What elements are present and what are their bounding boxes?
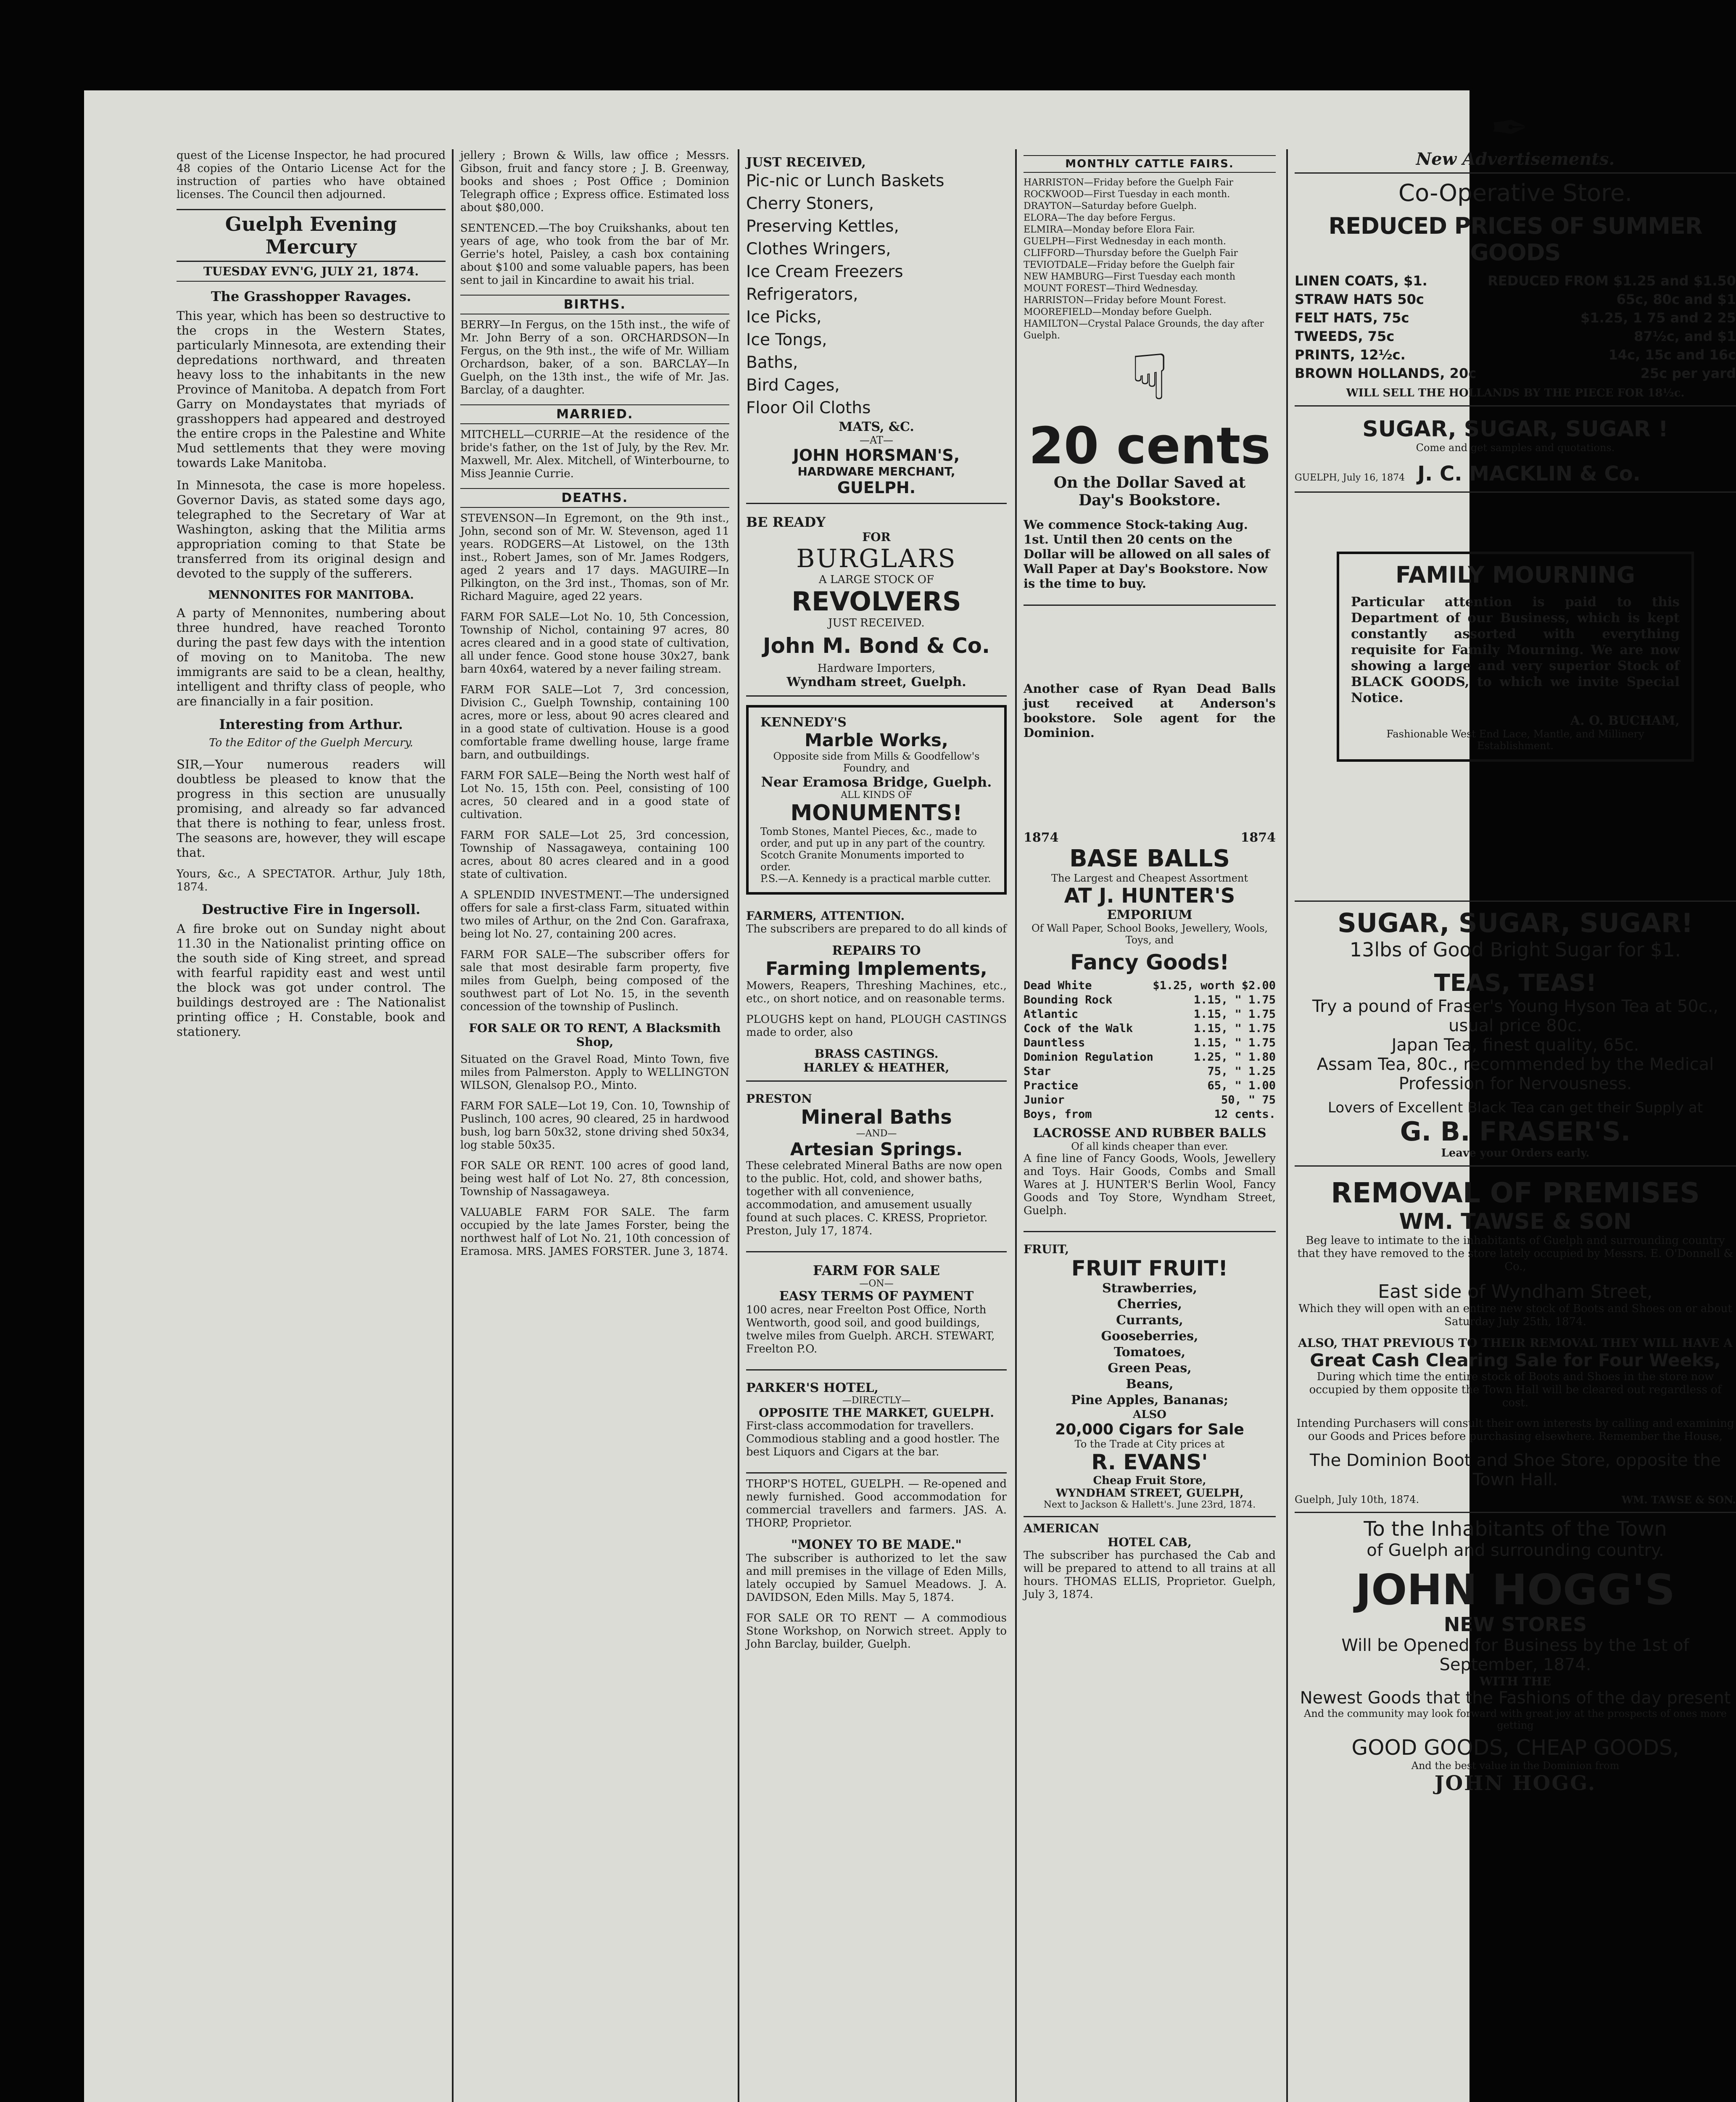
year-right: 1874 <box>1240 830 1276 845</box>
table-cell: Bounding Rock <box>1024 993 1113 1006</box>
table-row <box>1024 1036 1276 1050</box>
table-cell: PRINTS, 12½c. <box>1295 347 1406 363</box>
ad-line: Mowers, Reapers, Threshing Machines, etc., etc., on short notice, and on reasonable terms. <box>746 980 1007 1005</box>
table-cell: 65, " 1.00 <box>1207 1079 1276 1092</box>
farm-sale-ad <box>746 1257 1007 1371</box>
list-item: MOUNT FOREST—Third Wednesday. <box>1024 283 1198 294</box>
ad-line: FAMILY MOURNING <box>1395 562 1636 588</box>
table-row <box>1024 1079 1276 1093</box>
money-text: The subscriber is authorized to let the saw and mill premises in the village of Eden Mills, lately occupied by Samuel Meadows. J. A. DAVIDSON, Eden Mills. May 5, 1874. <box>746 1552 1007 1604</box>
list-item: Refrigerators, <box>746 285 858 304</box>
table-cell: Junior <box>1024 1093 1065 1106</box>
list-item: Bird Cages, <box>746 376 840 395</box>
ad-line: We commence Stock-taking Aug. 1st. Until then 20 cents on the Dollar will be allowed on all sales of Wall Paper at Day's Bookstore. Now is the time to buy. <box>1024 518 1270 591</box>
table-cell: Star <box>1024 1065 1051 1078</box>
ad-line: TEAS, TEAS! <box>1434 969 1597 997</box>
list-item: ELMIRA—Monday before Elora Fair. <box>1024 224 1195 235</box>
list-item: NEW HAMBURG—First Tuesday each month <box>1024 272 1235 282</box>
ad-line: FRUIT, <box>1024 1242 1069 1256</box>
ad-line: Wyndham street, Guelph. <box>786 675 966 689</box>
table-cell: Boys, from <box>1024 1108 1092 1121</box>
ad-line: FRUIT FRUIT! <box>1071 1256 1228 1281</box>
ad-line: —ON— <box>859 1278 894 1289</box>
deaths-heading: DEATHS. <box>460 488 729 508</box>
ad-line: MONUMENTS! <box>790 800 963 826</box>
baseball-ad <box>1024 824 1276 1232</box>
table-row <box>1295 272 1736 290</box>
list-item: Green Peas, <box>1108 1361 1192 1376</box>
ad-line: WYNDHAM STREET, GUELPH, <box>1055 1487 1244 1500</box>
ad-line: The Dominion Boot and Shoe Store, opposite the Town Hall. <box>1309 1451 1721 1489</box>
table-cell: 1.15, " 1.75 <box>1193 993 1276 1006</box>
table-cell: $1.25, worth $2.00 <box>1153 979 1276 992</box>
column-fairs-ads <box>1024 149 1276 2102</box>
table-row <box>1295 346 1736 364</box>
ad-line: WITH THE <box>1479 1674 1551 1688</box>
list-item: ROCKWOOD—First Tuesday in each month. <box>1024 189 1230 200</box>
ad-line: PARKER'S HOTEL, <box>746 1381 879 1395</box>
table-cell: $1.25, 1 75 and 2 25 <box>1580 310 1736 326</box>
table-cell: 1.15, " 1.75 <box>1193 1022 1276 1035</box>
table-cell: 1.15, " 1.75 <box>1193 1036 1276 1049</box>
ad-line: FARM FOR SALE <box>813 1262 940 1278</box>
ad-line: And the best value in the Dominion from <box>1411 1760 1620 1772</box>
masthead: Guelph Evening Mercury <box>177 209 446 262</box>
ad-line: G. B. FRASER'S. <box>1400 1116 1631 1147</box>
article-headline: Interesting from Arthur. <box>219 716 403 732</box>
list-item: MOOREFIELD—Monday before Guelph. <box>1024 307 1212 317</box>
ad-line: R. EVANS' <box>1091 1450 1208 1474</box>
list-item: Pine Apples, Bananas; <box>1071 1393 1229 1407</box>
table-cell: STRAW HATS 50c <box>1295 291 1424 307</box>
ad-line: PRESTON <box>746 1092 812 1106</box>
ad-line: Which they will open with an entire new stock of Boots and Shoes on or about Saturday July 25th, 1874. <box>1298 1302 1732 1328</box>
ad-line: 20 cents <box>1029 417 1271 475</box>
ad-line: of Guelph and surrounding country. <box>1367 1541 1664 1560</box>
table-cell: 12 cents. <box>1214 1108 1276 1121</box>
mourning-ad <box>1337 552 1694 762</box>
fruit-list <box>1024 1281 1276 1408</box>
cab-heading: AMERICAN <box>1024 1521 1100 1535</box>
list-item: TEVIOTDALE—Friday before the Guelph fair <box>1024 260 1235 270</box>
pen-mark-icon: ✒ <box>1490 101 1529 155</box>
ad-line: NEW STORES <box>1443 1613 1587 1636</box>
table-cell: Dauntless <box>1024 1036 1085 1049</box>
ad-line: On the Dollar Saved at <box>1053 474 1246 491</box>
ad-line: Hardware Importers, <box>817 662 936 675</box>
ad-line: Try a pound of Fraser's Young Hyson Tea at 50c., usual price 80c. <box>1312 997 1719 1035</box>
table-cell: Atlantic <box>1024 1008 1079 1021</box>
blacksmith-text: Situated on the Gravel Road, Minto Town, five miles from Palmerston. Apply to WELLINGTON WILSON, Glenalsop P.O., Minto. <box>460 1053 729 1092</box>
ad-line: A fine line of Fancy Goods, Wools, Jewellery and Toys. Hair Goods, Combs and Small Wares at J. HUNTER'S Berlin Wool, Fancy Goods and Toy Store, Wyndham Street, Guelph. <box>1024 1152 1276 1217</box>
thorp-ad: THORP'S HOTEL, GUELPH. — Re-opened and newly furnished. Good accommodation for commercial travellers and farmers. JAS. A. THORP, Proprietor. <box>746 1478 1007 1529</box>
ad-line: Day's Bookstore. <box>1079 491 1221 509</box>
hotel-ad <box>746 1375 1007 1474</box>
column-hardware-ads <box>746 149 1007 2102</box>
table-cell: Practice <box>1024 1079 1079 1092</box>
table-cell: REDUCED FROM $1.25 and $1.50 <box>1488 273 1736 289</box>
council-text: quest of the License Inspector, he had procured 48 copies of the Ontario License Act for the instruction of parties who have obtained licenses. The Council then adjourned. <box>177 149 446 201</box>
new-ads-heading: New Advertisements. <box>1295 149 1736 174</box>
ad-line: SUGAR, SUGAR, SUGAR ! <box>1362 417 1668 442</box>
revolver-ad <box>746 508 1007 697</box>
ad-line: Fashionable West End Lace, Mantle, and Millinery Establishment. <box>1386 728 1644 752</box>
repairs-ad <box>746 903 1007 1082</box>
farm-ad: FARM FOR SALE—Lot 7, 3rd concession, Division C., Guelph Township, containing 100 acres, more or less, about 90 acres cleared and in a good state of cultivation. House is a good comfortable frame dwelling house, large frame barn, and outbuildings. <box>460 684 729 761</box>
column-news <box>177 149 446 2102</box>
fairs-list <box>1024 177 1276 342</box>
list-item: Ice Picks, <box>746 308 822 327</box>
table-cell: 25c per yard <box>1640 365 1736 381</box>
ad-line: Marble Works, <box>805 730 948 750</box>
price-list <box>1024 979 1276 1122</box>
blacksmith-heading: FOR SALE OR TO RENT, A Blacksmith Shop, <box>469 1021 721 1049</box>
year-row <box>1024 830 1276 845</box>
ad-line: FARMERS, ATTENTION. <box>746 909 905 923</box>
list-item: HARRISTON—Friday before the Guelph Fair <box>1024 177 1233 188</box>
list-item: Tomatoes, <box>1113 1345 1186 1360</box>
column-notices <box>460 149 729 2102</box>
article-subhead: To the Editor of the Guelph Mercury. <box>209 737 413 749</box>
table-cell: 50, " 75 <box>1221 1093 1276 1106</box>
dealer-name: JOHN HORSMAN'S, <box>793 446 960 465</box>
article-headline: The Grasshopper Ravages. <box>211 288 412 304</box>
ad-line: A. O. BUCHAM, <box>1570 713 1680 728</box>
tawse-footer <box>1295 1494 1736 1506</box>
article-headline: MENNONITES FOR MANITOBA. <box>208 589 414 602</box>
ad-line: Farming Implements, <box>765 958 987 980</box>
year-left: 1874 <box>1024 830 1059 845</box>
table-cell: 1.25, " 1.80 <box>1193 1051 1276 1064</box>
farm-ad: FARM FOR SALE—Lot No. 10, 5th Concession, Township of Nichol, containing 97 acres, 80 acres cleared and in a good state of cultivation, all under fence. Good stone house 30x27, bank barn 40x64, watered by a never failing stream. <box>460 611 729 676</box>
mats-label: MATS, &C. <box>839 420 914 434</box>
ad-line: LACROSSE AND RUBBER BALLS <box>1033 1126 1266 1141</box>
list-item: HAMILTON—Crystal Palace Grounds, the day after Guelph. <box>1024 319 1264 341</box>
ad-line: Tomb Stones, Mantel Pieces, &c., made to order, and put up in any part of the country. Scotch Granite Monuments imported to order. <box>760 826 985 873</box>
bookstore-ad <box>1024 413 1276 606</box>
ad-line: OPPOSITE THE MARKET, GUELPH. <box>758 1406 995 1420</box>
ad-line: Co-Operative Store. <box>1398 180 1633 207</box>
money-heading: "MONEY TO BE MADE." <box>791 1537 962 1552</box>
table-cell: FELT HATS, 75c <box>1295 310 1409 326</box>
list-item: Clothes Wringers, <box>746 240 891 259</box>
column-rule <box>738 149 739 2102</box>
births-heading: BIRTHS. <box>460 295 729 314</box>
table-row <box>1024 1107 1276 1122</box>
tawse-ad <box>1295 1171 1736 1513</box>
list-item: Ice Cream Freezers <box>746 262 903 281</box>
table-cell: 75, " 1.25 <box>1207 1065 1276 1078</box>
table-row <box>1024 979 1276 993</box>
list-item: CLIFFORD—Thursday before the Guelph Fair <box>1024 248 1238 259</box>
ad-line: During which time the entire stock of Boots and Shoes in the store now occupied by them opposite the Town Hall will be cleared out regardless of cost. <box>1309 1371 1722 1409</box>
ad-line: A LARGE STOCK OF <box>818 573 934 586</box>
rent-ad: FOR SALE OR TO RENT — A commodious Stone Workshop, on Norwich street. Apply to John Barclay, builder, Guelph. <box>746 1612 1007 1650</box>
ad-line: Particular attention is paid to this Department of our Business, which is kept constantly assorted with everything requisite for Family Mourning. We are now showing a large and very superior Stock of BLACK GOODS, to which we invite Special Notice. <box>1351 594 1680 705</box>
list-item: Pic-nic or Lunch Baskets <box>746 172 945 190</box>
ad-line: BE READY <box>746 514 826 530</box>
ryan-ad: Another case of Ryan Dead Balls just received at Anderson's bookstore. Sole agent for the Dominion. <box>1024 681 1276 740</box>
marble-works-ad <box>746 705 1007 895</box>
article-headline: Destructive Fire in Ingersoll. <box>202 901 420 917</box>
list-item: HARRISTON—Friday before Mount Forest. <box>1024 295 1227 306</box>
ad-line: REVOLVERS <box>791 586 961 617</box>
ad-line: JOHN HOGG. <box>1434 1772 1596 1795</box>
ad-line: 20,000 Cigars for Sale <box>1055 1421 1244 1438</box>
ad-line: These celebrated Mineral Baths are now open to the public. Hot, cold, and shower baths, together with all convenience, accommodation, and amusement usually found at such places. C. KRESS, Proprietor. Preston, July 17, 1874. <box>746 1159 1003 1237</box>
list-item: Gooseberries, <box>1101 1329 1198 1344</box>
ad-line: BASE BALLS <box>1069 845 1230 872</box>
ad-line: John M. Bond & Co. <box>762 634 990 658</box>
ad-line: SUGAR, SUGAR, SUGAR! <box>1338 908 1693 938</box>
ad-line: AT J. HUNTER'S <box>1064 884 1235 908</box>
macklin-row <box>1295 462 1736 486</box>
ad-line: ALSO, THAT PREVIOUS TO THEIR REMOVAL THEY WILL HAVE A <box>1298 1336 1733 1350</box>
cab-title: HOTEL CAB, <box>1108 1535 1192 1549</box>
pointing-hand-icon: ☟ <box>1130 341 1169 414</box>
list-item: Currants, <box>1116 1313 1183 1328</box>
table-row <box>1024 1064 1276 1079</box>
list-item: Cherry Stoners, <box>746 194 874 213</box>
ad-line: EMPORIUM <box>1107 908 1193 922</box>
married-heading: MARRIED. <box>460 404 729 424</box>
table-cell: TWEEDS, 75c <box>1295 328 1395 344</box>
table-cell: 65c, 80c and $1 <box>1616 291 1736 307</box>
column-rule <box>452 149 454 2102</box>
dealer-sub: HARDWARE MERCHANT, <box>797 465 955 478</box>
article-signature: Yours, &c., A SPECTATOR. Arthur, July 18th, 1874. <box>177 868 446 893</box>
fruit-ad <box>1024 1236 1276 1517</box>
farm-ad: VALUABLE FARM FOR SALE. The farm occupied by the late James Forster, being the northwest half of Lot No. 21, 10th concession of Eramosa. MRS. JAMES FORSTER. June 3, 1874. <box>460 1206 729 1258</box>
at-label: —AT— <box>859 434 894 446</box>
article-body: jellery ; Brown & Wills, law office ; Messrs. Gibson, fruit and fancy store ; J. B. Greenway, books and shoes ; Post Office ; Dominion Telegraph office ; Express office. Estimated loss about $80,000. <box>460 149 729 214</box>
ad-line: BURGLARS <box>796 544 957 573</box>
ad-line: First-class accommodation for travellers. Commodious stabling and a good hostler. The best Liquors and Cigars at the bar. <box>746 1420 1000 1458</box>
list-item: GUELPH—First Wednesday in each month. <box>1024 236 1226 247</box>
newspaper-sheet <box>84 90 1736 2102</box>
article-body: SENTENCED.—The boy Cruikshanks, about ten years of age, who took from the bar of Mr. Gerrie's hotel, Paisley, a cash box containing about $100 and some valuable papers, has been sent to jail in Kincardine to await his trial. <box>460 222 729 287</box>
ad-line: Next to Jackson & Hallett's. June 23rd, 1874. <box>1043 1500 1256 1510</box>
ad-line: To the Trade at City prices at <box>1074 1438 1225 1450</box>
horsman-ad <box>746 149 1007 504</box>
ad-line: Cheap Fruit Store, <box>1093 1474 1206 1487</box>
farm-ad: FARM FOR SALE—Being the North west half of Lot No. 15, 15th con. Peel, consisting of 100 acres, 50 cleared and in a good state of cultivation. <box>460 769 729 821</box>
farm-ad: A SPLENDID INVESTMENT.—The undersigned offers for sale a first-class Farm, situated within two miles of Arthur, on the 2nd Con. Garafraxa, being lot No. 27, containing 200 acres. <box>460 889 729 940</box>
tawse-date: Guelph, July 10th, 1874. <box>1295 1494 1419 1505</box>
table-row <box>1024 993 1276 1007</box>
table-row <box>1024 1022 1276 1036</box>
macklin-name: J. C. MACKLIN & Co. <box>1417 462 1641 486</box>
horsman-items <box>746 170 1007 420</box>
ad-line: East side of Wyndham Street, <box>1378 1281 1653 1302</box>
table-cell: 87½c, and $1 <box>1634 328 1736 344</box>
column-rule <box>1286 149 1288 2102</box>
ad-line: Japan Tea, finest quality, 65c. <box>1391 1035 1639 1055</box>
table-cell: 1.15, " 1.75 <box>1193 1008 1276 1021</box>
list-item: Cherries, <box>1117 1297 1182 1312</box>
ad-line: REMOVAL OF PREMISES <box>1331 1177 1700 1209</box>
ad-line: P.S.—A. Kennedy is a practical marble cutter. <box>760 873 991 885</box>
ad-line: The subscribers are prepared to do all kinds of <box>746 923 1007 935</box>
ad-line: To the Inhabitants of the Town <box>1364 1517 1667 1541</box>
fraser-ad <box>1295 900 1736 1167</box>
table-cell: Dominion Regulation <box>1024 1051 1153 1064</box>
ad-line: Great Cash Clearing Sale for Four Weeks, <box>1310 1350 1721 1371</box>
ad-line: 13lbs of Good Bright Sugar for $1. <box>1349 938 1681 961</box>
ad-line: Of all kinds cheaper than ever. <box>1071 1141 1228 1152</box>
macklin-date: GUELPH, July 16, 1874 <box>1295 473 1405 483</box>
ad-line: —AND— <box>856 1128 897 1139</box>
ad-line: EASY TERMS OF PAYMENT <box>779 1289 974 1304</box>
table-row <box>1024 1093 1276 1107</box>
fairs-heading: MONTHLY CATTLE FAIRS. <box>1024 155 1276 173</box>
ad-line: HARLEY & HEATHER, <box>803 1061 950 1075</box>
table-cell: LINEN COATS, $1. <box>1295 273 1427 289</box>
table-row <box>1024 1007 1276 1022</box>
list-item: Baths, <box>746 353 798 372</box>
ad-line: FOR <box>862 530 891 544</box>
article-body: A party of Mennonites, numbering about three hundred, have reached Toronto during the past few days with the intention of moving on to Manitoba. The new immigrants are said to be a clean, healthy, intelligent and thrifty class of people, who are financially in a fair position. <box>177 606 446 708</box>
received-label: JUST RECEIVED, <box>746 155 866 170</box>
ad-line: Fancy Goods! <box>1070 950 1229 974</box>
ad-line: The Largest and Cheapest Assortment <box>1051 872 1248 884</box>
ad-line: JOHN HOGG'S <box>1356 1565 1675 1614</box>
deaths-text: STEVENSON—In Egremont, on the 9th inst., John, second son of Mr. W. Stevenson, aged 11 years. RODGERS—At Listowel, on the 13th inst., Robert James, son of Mr. James Rodgers, aged 2 years and 17 days. MAGUIRE—In Pilkington, on the 3rd inst., Thomas, son of Mr. Richard Maguire, aged 22 years. <box>460 512 729 603</box>
list-item: ELORA—The day before Fergus. <box>1024 213 1176 223</box>
list-item: Beans, <box>1126 1377 1174 1392</box>
ad-line: —DIRECTLY— <box>842 1395 911 1406</box>
tawse-signature: WM. TAWSE & SON. <box>1621 1494 1736 1506</box>
column-rule <box>1015 149 1017 2102</box>
table-cell: 14c, 15c and 16c <box>1608 347 1736 363</box>
macklin-ad <box>1295 411 1736 493</box>
ad-line: JUST RECEIVED. <box>828 617 925 629</box>
article-body: SIR,—Your numerous readers will doubtless be pleased to know that the progress in this section are unusually promising, and already so far advanced that there is nothing to fear, unless frost. The seasons are, however, they will escape that. <box>177 757 446 860</box>
ad-line: Mineral Baths <box>801 1106 952 1128</box>
ad-line: Opposite side from Mills & Goodfellow's Foundry, and <box>773 750 980 774</box>
article-body: In Minnesota, the case is more hopeless. Governor Davis, as stated some days ago, telegraphed to the Secretary of War at Washington, asking that the Militia arms appropriation coming to that State be transferred from its original design and devoted to the supply of the sufferers. <box>177 478 446 581</box>
list-item: Ice Tongs, <box>746 330 827 349</box>
farm-ad: FARM FOR SALE—Lot 19, Con. 10, Township of Puslinch, 100 acres, 90 cleared, 25 in hardwood bush, log barn 50x32, stone driving shed 50x34, log stable 50x35. <box>460 1100 729 1151</box>
farm-ad: FARM FOR SALE—The subscriber offers for sale that most desirable farm property, five miles from Guelph, being composed of the southwest part of Lot No. 15, in the seventh concession of the township of Puslinch. <box>460 948 729 1013</box>
births-text: BERRY—In Fergus, on the 15th inst., the wife of Mr. John Berry of a son. ORCHARDSON—In Fergus, on the 9th inst., the wife of Mr. William Orchardson, baker, of a son. BARCLAY—In Guelph, on the 13th inst., the wife of Mr. Jas. Barclay, of a daughter. <box>460 319 729 396</box>
table-row <box>1295 364 1736 383</box>
ad-line: ALL KINDS OF <box>841 790 912 800</box>
ad-line: REDUCED PRICES OF SUMMER GOODS <box>1328 213 1702 266</box>
table-cell: Dead White <box>1024 979 1092 992</box>
ad-line: REPAIRS TO <box>832 943 921 958</box>
ad-line: Assam Tea, 80c., recommended by the Medical Profession for Nervousness. <box>1317 1055 1714 1093</box>
list-item: Preserving Kettles, <box>746 217 899 236</box>
table-row <box>1295 290 1736 309</box>
ad-line: Artesian Springs. <box>790 1139 963 1159</box>
ad-line: Will be Opened for Business by the 1st of September, 1874. <box>1341 1636 1689 1674</box>
ad-line: Near Eramosa Bridge, Guelph. <box>761 774 992 790</box>
ad-line: Lovers of Excellent Black Tea can get their Supply at <box>1327 1099 1703 1116</box>
list-item: Floor Oil Cloths <box>746 399 871 417</box>
ad-line: 100 acres, near Freelton Post Office, North Wentworth, good soil, and good buildings, twelve miles from Guelph. ARCH. STEWART, Freelton P.O. <box>746 1304 995 1355</box>
list-item: DRAYTON—Saturday before Guelph. <box>1024 201 1197 211</box>
ad-line: GOOD GOODS, CHEAP GOODS, <box>1351 1735 1679 1760</box>
article-body: A fire broke out on Sunday night about 11.30 in the Nationalist printing office on the south side of King street, and spread with fearful rapidity east and west until the block was got under control. The buildings destroyed are : The Nationalist printing office ; H. Constable, book and stationery. <box>177 922 446 1039</box>
ad-line: WILL SELL THE HOLLANDS BY THE PIECE FOR 18½c. <box>1346 387 1685 399</box>
article-body: This year, which has been so destructive to the crops in the Western States, particularly Minnesota, are extending their depredations northward, and threaten heavy loss to the inhabitants in the new Province of Manitoba. A depatch from Fort Garry on Mondaystates that myriads of grasshoppers had appeared and destroyed the entire crops in the Palestine and White Mud settlements that they were moving towards Lake Manitoba. <box>177 309 446 470</box>
column-new-ads <box>1295 149 1736 2102</box>
baths-ad <box>746 1086 1007 1252</box>
ad-line: Intending Purchasers will consult their own interests by calling and examining our Goods and Prices before purchasing elsewhere. Remember the House, <box>1296 1417 1734 1443</box>
married-text: MITCHELL—CURRIE—At the residence of the bride's father, on the 1st of July, by the Rev. Mr. Maxwell, Mr. Alex. Mitchell, of Winterbourne, to Miss Jeannie Currie. <box>460 428 729 480</box>
ad-line: And the community may look forward with great joy at the prospects of ones more getting <box>1304 1708 1727 1731</box>
ad-line: ALSO <box>1133 1408 1166 1421</box>
ad-line: Come and get samples and quotations. <box>1416 442 1615 454</box>
farm-ad: FOR SALE OR RENT. 100 acres of good land, being west half of Lot No. 27, 8th concession, Township of Nassagaweya. <box>460 1159 729 1198</box>
coop-prices <box>1295 272 1736 383</box>
ad-line: Leave your Orders early. <box>1441 1147 1590 1159</box>
list-item: Strawberries, <box>1102 1281 1198 1296</box>
farm-ad: FARM FOR SALE—Lot 25, 3rd concession, Township of Nassagaweya, containing 100 acres, about 80 acres cleared and in a good state of cultivation. <box>460 829 729 881</box>
dateline: TUESDAY EVN'G, JULY 21, 1874. <box>177 264 446 282</box>
ad-line: WM. TAWSE & SON <box>1399 1209 1632 1234</box>
hogg-ad <box>1295 1517 1736 1795</box>
table-row <box>1295 327 1736 346</box>
ad-line: Of Wall Paper, School Books, Jewellery, Wools, Toys, and <box>1031 922 1268 946</box>
ad-line: BRASS CASTINGS. <box>814 1047 939 1061</box>
ad-line: KENNEDY'S <box>760 715 847 730</box>
coop-ad <box>1295 174 1736 407</box>
ad-line: Newest Goods that the Fashions of the day present <box>1300 1688 1731 1708</box>
ad-line: PLOUGHS kept on hand, PLOUGH CASTINGS made to order, also <box>746 1013 1007 1039</box>
dealer-town: GUELPH. <box>837 478 916 497</box>
table-row <box>1295 309 1736 327</box>
table-cell: BROWN HOLLANDS, 20c <box>1295 365 1477 381</box>
table-cell: Cock of the Walk <box>1024 1022 1133 1035</box>
table-row <box>1024 1050 1276 1064</box>
cab-text: The subscriber has purchased the Cab and will be prepared to attend to all trains at all hours. THOMAS ELLIS, Proprietor. Guelph, July 3, 1874. <box>1024 1549 1276 1601</box>
ad-line: Beg leave to intimate to the inhabitants of Guelph and surrounding country that they have removed to the store lately occupied by Messrs. E. O'Donnell & Co., <box>1297 1234 1733 1273</box>
